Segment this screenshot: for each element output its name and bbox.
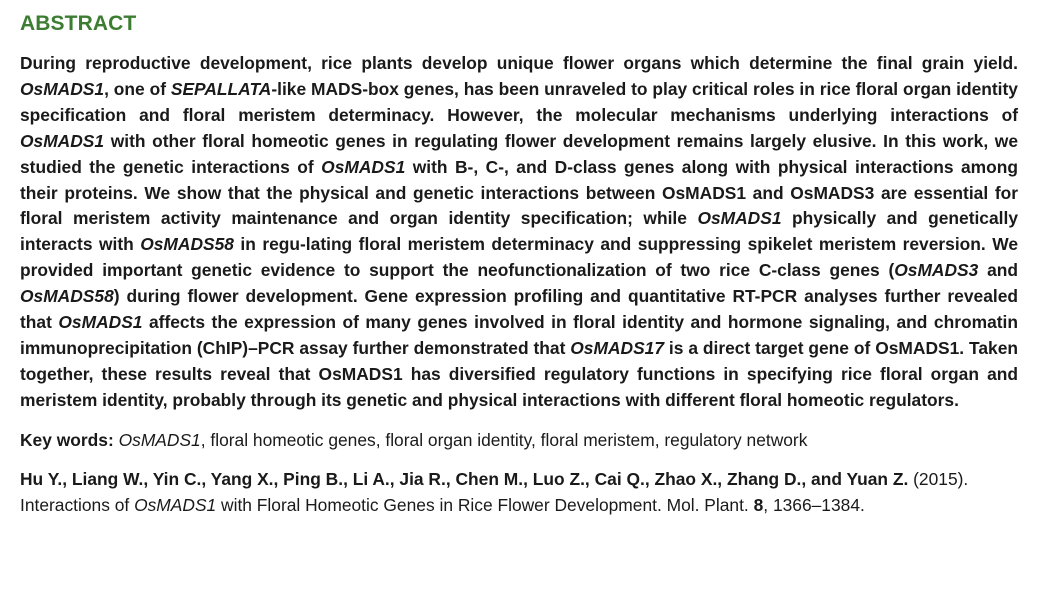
abstract-text-run: , one of — [104, 78, 171, 99]
citation-text: (2015). Interactions of — [20, 468, 969, 515]
gene-name: OsMADS3 — [894, 260, 979, 281]
gene-name: OsMADS1 — [321, 156, 406, 177]
abstract-text-run: During reproductive development, rice plants develop unique flower organs which determine the final grain yield. — [20, 53, 1018, 73]
abstract-text-run: ) during flower development. Gene expression profiling and quantitative RT-PCR analyses further revealed that — [20, 286, 1018, 333]
citation — [20, 467, 1018, 519]
gene-name: SEPALLATA — [170, 78, 272, 99]
gene-name: OsMADS17 — [570, 337, 665, 358]
abstract-text-run: and — [978, 260, 1018, 281]
keywords-list: , floral homeotic genes, floral organ identity, floral meristem, regulatory network — [200, 429, 808, 450]
citation-text: with Floral Homeotic Genes in Rice Flower Development. Mol. Plant. — [216, 494, 754, 515]
citation-gene: OsMADS1 — [134, 494, 217, 515]
keyword-gene: OsMADS1 — [118, 429, 201, 450]
abstract-text-run: physically and genetically interacts with — [20, 208, 1018, 255]
abstract-text-run: -like MADS-box genes, has been unraveled to play critical roles in rice floral organ identity specification and floral meristem determinacy. However, the molecular mechanisms underlying interactions of — [20, 78, 1018, 125]
gene-name: OsMADS58 — [140, 234, 234, 255]
gene-name: OsMADS58 — [20, 286, 114, 307]
keywords-line — [20, 428, 1018, 454]
abstract-section — [20, 10, 1018, 518]
citation-authors: Hu Y., Liang W., Yin C., Yang X., Ping B., Li A., Jia R., Chen M., Luo Z., Cai Q., Zhao X., Zhang D., and Yuan Z. — [20, 468, 909, 489]
citation-volume: 8 — [753, 494, 764, 515]
gene-name: OsMADS1 — [20, 130, 105, 151]
abstract-text-run: is a direct target gene of OsMADS1. Taken together, these results reveal that OsMADS1 has diversified regulatory functions in specifying rice floral organ and meristem identity, probably through its genetic and physical interactions with different floral homeotic regulators. — [20, 337, 1018, 410]
gene-name: OsMADS1 — [58, 312, 143, 333]
abstract-text — [20, 51, 1018, 414]
abstract-text-run: with other floral homeotic genes in regulating flower development remains largely elusive. In this work, we studied the genetic interactions of — [20, 130, 1018, 177]
gene-name: OsMADS1 — [697, 208, 782, 229]
abstract-text-run: affects the expression of many genes involved in floral identity and hormone signaling, and chromatin immunoprecipitation (ChIP)–PCR assay further demonstrated that — [20, 312, 1018, 358]
keywords-label: Key words: — [20, 429, 114, 450]
abstract-text-run: in regu-lating floral meristem determinacy and suppressing spikelet meristem reversion. We provided important genetic evidence to support the neofunctionalization of two rice C-class genes ( — [20, 234, 1018, 281]
citation-pages: , 1366–1384. — [763, 494, 865, 515]
abstract-text-run: with B-, C-, and D-class genes along with physical interactions among their proteins. We show that the physical and genetic interactions between OsMADS1 and OsMADS3 are essential for floral meristem activity maintenance and organ identity specification; while — [20, 156, 1018, 229]
section-heading: ABSTRACT — [20, 12, 137, 35]
gene-name: OsMADS1 — [20, 78, 105, 99]
